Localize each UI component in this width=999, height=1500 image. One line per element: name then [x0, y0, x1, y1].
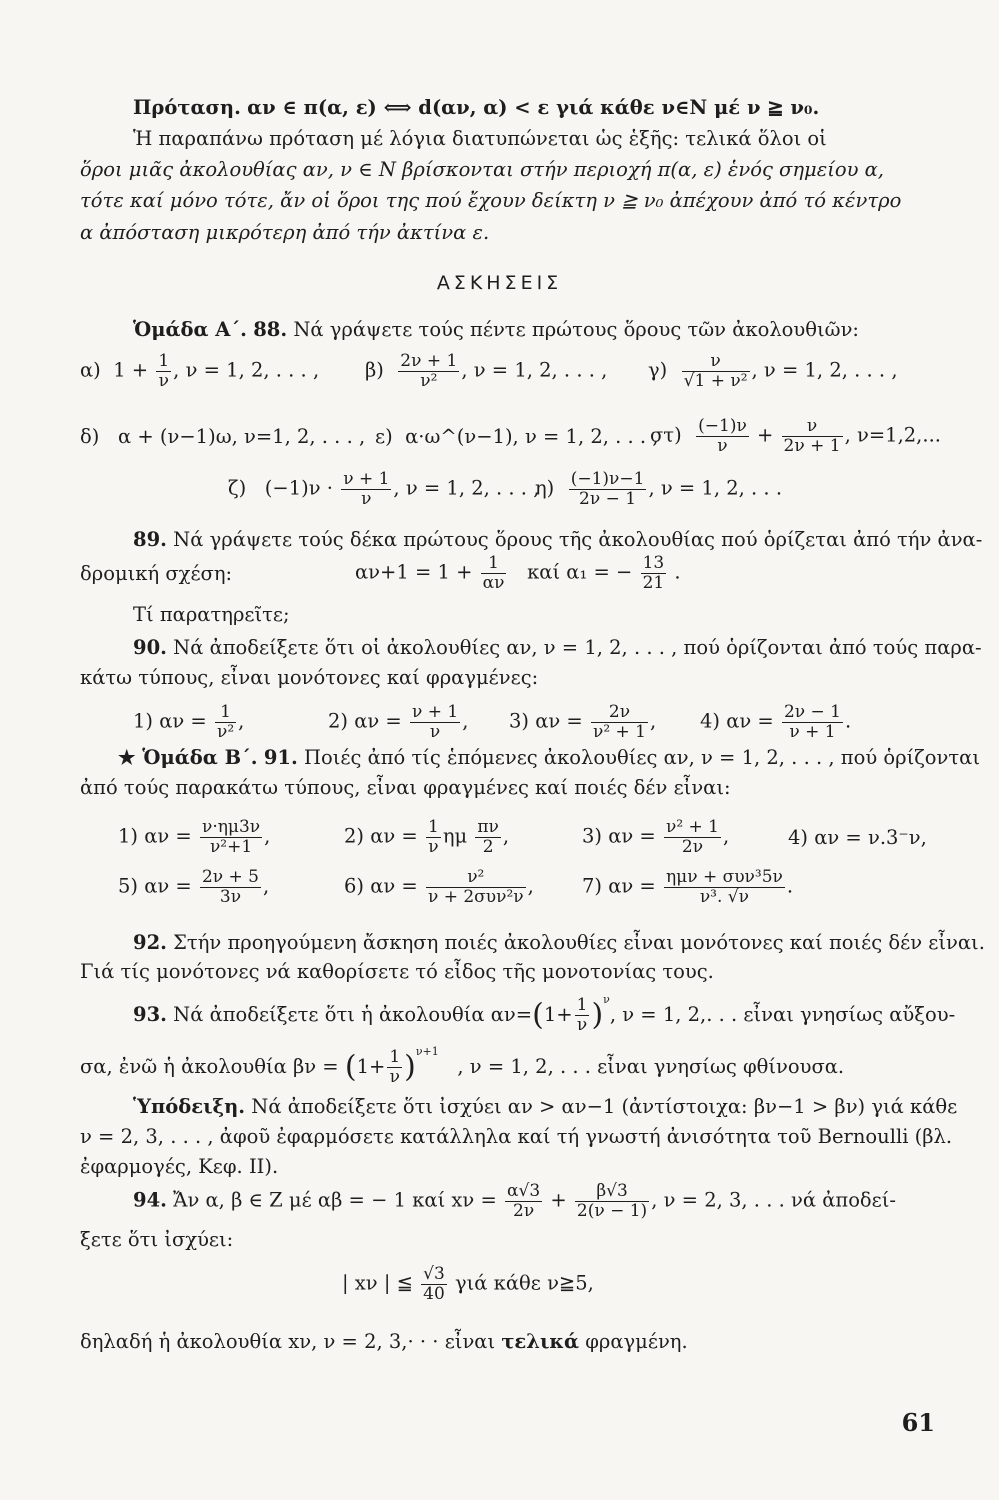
exercise-94-line-2: ξετε ὅτι ἰσχύει:: [80, 1228, 234, 1251]
proposition-text-3: τότε καί μόνο τότε, ἄν οἱ ὅροι της πού ἔχουν δείκτη ν ≧ ν₀ ἀπέχουν ἀπό τό κέντρο: [80, 189, 902, 212]
exercise-88-number: 88.: [253, 318, 288, 341]
ex88-h: [535, 470, 782, 508]
ex93-close-paren-1: ): [591, 997, 604, 1033]
ex94-fraction-2: $\frac{\beta√3}{2(\nu - 1)}$: [576, 1181, 648, 1221]
ex93-fraction-1: $\frac{1}{\nu}$: [576, 995, 588, 1035]
ex91-f2-mid: ημ: [442, 824, 468, 848]
exercise-90-text-1: Νά ἀποδείξετε ὅτι οἱ ἀκολουθίες αν, ν = 1, 2, . . . , πού ὁρίζονται ἀπό τούς παρα-: [173, 636, 982, 659]
ex88-b: [365, 352, 607, 390]
ex91-f3-label: 3) αν =: [582, 824, 656, 848]
hint-label: Ὑπόδειξη.: [133, 1095, 246, 1118]
ex89-fraction-2: $\frac{13}{21}$: [642, 553, 665, 593]
ex91-f5-post: ,: [263, 874, 270, 898]
ex93-one-plus-1: 1+: [543, 1003, 573, 1026]
ex91-f6-label: 6) αν =: [344, 874, 418, 898]
exercise-91-line-1: [118, 746, 980, 769]
ex90-f1-fraction: $\frac{1}{\text{ν²}}$: [216, 702, 235, 742]
ex91-f6-post: ,: [527, 874, 534, 898]
ex88-h-fraction: $\frac{(-1)\nu-1}{2\nu - 1}$: [570, 469, 645, 509]
exercise-93-text-2b: , ν = 1, 2, . . . εἶναι γνησίως φθίνουσα.: [457, 1055, 845, 1078]
ex88-a-fraction: $\frac{1}{\nu}$: [158, 351, 170, 391]
hint-line-1: [133, 1095, 957, 1118]
ex93-exponent-2: ν+1: [415, 1045, 439, 1058]
ex93-close-paren-2: ): [404, 1049, 416, 1085]
ex90-f4-label: 4) αν =: [700, 709, 774, 733]
exercise-91-number: 91.: [263, 746, 298, 769]
ex88-a-post: , ν = 1, 2, . . . ,: [173, 358, 320, 382]
exercise-93-line-1: [133, 993, 955, 1035]
ex88-e: [375, 425, 659, 448]
exercises-heading: ΑΣΚΗΣΕΙΣ: [436, 272, 563, 294]
ex93-open-paren-1: (: [532, 997, 544, 1033]
ex88-z-fraction: $\frac{\nu + 1}{\nu}$: [343, 469, 390, 509]
ex90-f2-label: 2) αν =: [328, 709, 402, 733]
exercise-93-line-2: [80, 1045, 844, 1087]
ex94-fraction-3: $\frac{√3}{40}$: [423, 1264, 445, 1304]
ex90-f3-fraction: $\frac{2\nu}{\text{ν² + 1}}$: [592, 702, 647, 742]
ex89-fraction-1: $\frac{1}{\alpha\nu}$: [482, 553, 505, 593]
exercise-91-line-2: ἀπό τούς παρακάτω τύπους, εἶναι φραγμένες καί ποιές δέν εἶναι:: [80, 776, 731, 799]
exercise-88-text: Νά γράψετε τούς πέντε πρώτους ὅρους τῶν ἀκολουθιῶν:: [293, 318, 859, 341]
ex90-f4-post: .: [845, 709, 852, 733]
ex88-e-label: ε): [375, 425, 393, 448]
ex90-f2-fraction: $\frac{\nu + 1}{\nu}$: [411, 702, 459, 742]
ex88-d-expression: α + (ν−1)ω, ν=1, 2, . . . ,: [117, 425, 366, 448]
ex91-f7-fraction: $\frac{\text{ημν + συν³5ν}}{\text{ν³. √ν}}$: [665, 867, 783, 907]
group-b-label: ★ Ὁμάδα Β΄.: [118, 746, 258, 769]
ex91-f1-fraction: $\frac{\nu\cdot\eta\mu 3\nu}{\text{ν²+1}}$: [201, 817, 261, 857]
ex89-lhs: αν+1 = 1 +: [355, 560, 473, 584]
ex91-f1-label: 1) αν =: [118, 824, 192, 848]
ex88-z-post: , ν = 1, 2, . . . ,: [393, 476, 540, 500]
ex88-c-post: , ν = 1, 2, . . . ,: [751, 358, 898, 382]
proposition-text-2: ὅροι μιᾶς ἀκολουθίας αν, ν ∈ N βρίσκονται στήν περιοχή π(α, ε) ἑνός σημείου α,: [80, 158, 884, 181]
exercise-89-line-1: [133, 528, 982, 551]
ex88-c-fraction: $\frac{\nu}{\text{√1 + ν²}}$: [683, 351, 748, 391]
page-number: 61: [901, 1408, 935, 1437]
ex90-f3-post: ,: [650, 709, 657, 733]
ex91-formula-6: [344, 868, 534, 906]
ex91-f6-fraction: $\frac{\text{ν²}}{\text{ν + 2συν²ν}}$: [427, 867, 524, 907]
ex88-a: [80, 352, 319, 390]
ex94-plus: +: [550, 1188, 567, 1212]
ex88-st: [650, 417, 941, 455]
ex88-b-label: β): [365, 358, 384, 382]
proposition-line: [133, 96, 819, 119]
ex88-d: [80, 425, 365, 448]
hint-line-3: ἐφαρμογές, Κεφ. II).: [80, 1155, 279, 1178]
exercise-92-line-2: Γιά τίς μονότονες νά καθορίσετε τό εἶδος τῆς μονοτονίας τους.: [80, 960, 714, 983]
exercise-90-line-2: κάτω τύπους, εἶναι μονότονες καί φραγμένες:: [80, 666, 539, 689]
ex88-st-plus: +: [757, 423, 774, 447]
ex94-inequality-lhs: | xν | ≦: [342, 1271, 413, 1295]
exercise-92-text-1: Στήν προηγούμενη ἄσκηση ποιές ἀκολουθίες εἶναι μονότονες καί ποιές δέν εἶναι.: [173, 931, 985, 954]
exercise-89-number: 89.: [133, 528, 167, 551]
proposition-text-1: Ἡ παραπάνω πρόταση μέ λόγια διατυπώνεται ὡς ἑξῆς: τελικά ὅλοι οἱ: [133, 127, 827, 150]
exercise-94-inequality: [342, 1265, 594, 1303]
exercise-93-number: 93.: [133, 1003, 167, 1026]
ex88-c-label: γ): [648, 358, 668, 382]
ex90-formula-3: [509, 703, 656, 741]
ex88-z-pre: (−1)ν ·: [264, 476, 334, 500]
ex88-c: [648, 352, 898, 390]
group-a-label: Ὁμάδα Α΄.: [133, 318, 247, 341]
ex93-fraction-2: $\frac{1}{\nu}$: [389, 1047, 401, 1087]
exercise-94-text-1b: , ν = 2, 3, . . . νά ἀποδεί-: [651, 1188, 897, 1212]
ex91-f2-fraction-1: $\frac{1}{\nu}$: [427, 817, 439, 857]
exercise-93-text-1b: , ν = 1, 2,. . . εἶναι γνησίως αὔξου-: [609, 1003, 956, 1026]
ex91-f1-post: ,: [264, 824, 271, 848]
ex94-fraction-1: $\frac{\alpha√3}{2\nu}$: [507, 1181, 541, 1221]
exercise-94-text-3b: τελικά: [501, 1330, 580, 1353]
ex89-middle: καί α₁ = −: [527, 560, 633, 584]
ex88-h-label: η): [535, 476, 555, 500]
ex93-exponent-1: ν: [603, 993, 610, 1006]
exercise-93-text-1a: Νά ἀποδείξετε ὅτι ἡ ἀκολουθία αν=: [173, 1003, 533, 1026]
ex88-h-post: , ν = 1, 2, . . .: [648, 476, 783, 500]
ex89-end: .: [674, 560, 681, 584]
ex88-st-fraction-1: $\frac{(-1)\nu}{\nu}$: [698, 416, 747, 456]
exercise-94-number: 94.: [133, 1188, 167, 1212]
ex91-formula-1: [118, 818, 270, 856]
ex91-f3-fraction: $\frac{\text{ν² + 1}}{2\nu}$: [665, 817, 720, 857]
exercise-90-line-1: [133, 636, 982, 659]
ex93-one-plus-2: 1+: [356, 1055, 386, 1078]
ex88-z: [228, 470, 539, 508]
exercise-89-text-1: Νά γράψετε τούς δέκα πρώτους ὅρους τῆς ἀκολουθίας πού ὁρίζεται ἀπό τήν ἀνα-: [173, 528, 983, 551]
ex88-a-pre: 1 +: [113, 358, 149, 382]
exercise-89-line-2: δρομική σχέση:: [80, 562, 233, 585]
exercise-94-line-3: [80, 1330, 688, 1353]
ex88-d-label: δ): [80, 425, 100, 448]
ex90-f1-label: 1) αν =: [133, 709, 207, 733]
ex91-formula-2: [344, 818, 509, 856]
ex91-f7-post: .: [786, 874, 794, 898]
ex91-formula-4: 4) αν = ν.3⁻ν,: [788, 826, 927, 849]
ex91-f5-fraction: $\frac{2\nu + 5}{3\nu}$: [201, 867, 260, 907]
ex90-formula-2: [328, 703, 468, 741]
exercise-89-question: Τί παρατηρεῖτε;: [133, 603, 290, 626]
hint-text-1: Νά ἀποδείξετε ὅτι ἰσχύει αν > αν−1 (ἀντίστοιχα: βν−1 > βν) γιά κάθε: [251, 1095, 958, 1118]
ex91-formula-5: [118, 868, 269, 906]
exercise-90-number: 90.: [133, 636, 167, 659]
proposition-label: Πρόταση.: [133, 96, 241, 119]
ex88-a-label: α): [80, 358, 101, 382]
ex91-f2-post: ,: [502, 824, 510, 848]
ex88-z-label: ζ): [228, 476, 247, 500]
ex91-f2-label: 2) αν =: [344, 824, 418, 848]
ex88-e-expression: α·ω^(ν−1), ν = 1, 2, . . . ,: [405, 425, 659, 448]
exercise-94-text-3a: δηλαδή ἡ ἀκολουθία xν, ν = 2, 3,· · · εἶναι: [80, 1330, 496, 1353]
exercise-88-intro: [133, 318, 859, 341]
ex90-f2-post: ,: [462, 709, 469, 733]
ex90-f3-label: 3) αν =: [509, 709, 583, 733]
ex88-st-label: στ): [650, 423, 682, 447]
exercise-94-text-1a: Ἄν α, β ∈ Z μέ αβ = − 1 καί xν =: [173, 1188, 497, 1212]
ex93-open-paren-2: (: [344, 1049, 357, 1085]
exercise-92-number: 92.: [133, 931, 167, 954]
exercise-94-line-1: [133, 1182, 896, 1220]
ex88-b-fraction: $\frac{2\nu + 1}{\text{ν²}}$: [400, 351, 458, 391]
ex88-b-post: , ν = 1, 2, . . . ,: [461, 358, 608, 382]
exercise-91-text-1: Ποιές ἀπό τίς ἑπόμενες ἀκολουθίες αν, ν = 1, 2, . . . , πού ὁρίζονται: [303, 746, 980, 769]
ex90-formula-4: [700, 703, 851, 741]
ex90-f4-fraction: $\frac{2\nu - 1}{\nu + 1}$: [783, 702, 842, 742]
hint-line-2: ν = 2, 3, . . . , ἀφοῦ ἐφαρμόσετε κατάλληλα καί τή γνωστή ἀνισότητα τοῦ Bernoulli (βλ.: [80, 1125, 953, 1148]
ex90-f1-post: ,: [238, 709, 245, 733]
ex91-f7-label: 7) αν =: [582, 874, 656, 898]
exercise-94-text-3c: φραγμένη.: [585, 1330, 688, 1353]
ex90-formula-1: [133, 703, 244, 741]
ex94-inequality-tail: γιά κάθε ν≧5,: [455, 1271, 594, 1295]
ex91-f3-post: ,: [723, 824, 730, 848]
ex91-f2-fraction-2: $\frac{\pi\nu}{2}$: [477, 817, 499, 857]
ex88-st-fraction-2: $\frac{\nu}{2\nu + 1}$: [783, 416, 841, 456]
exercise-92-line-1: [133, 931, 985, 954]
ex91-formula-3: [582, 818, 729, 856]
ex91-formula-7: [582, 868, 793, 906]
exercise-89-formula: [355, 554, 681, 592]
proposition-text-4: α ἀπόσταση μικρότερη ἀπό τήν ἀκτίνα ε.: [80, 221, 490, 244]
ex88-st-post: , ν=1,2,...: [844, 423, 941, 447]
exercise-93-text-2a: σα, ἐνῶ ἡ ἀκολουθία βν =: [80, 1055, 339, 1078]
ex91-f5-label: 5) αν =: [118, 874, 192, 898]
proposition-statement: αν ∈ π(α, ε) ⟺ d(αν, α) < ε γιά κάθε ν∈N μέ ν ≧ ν₀.: [247, 96, 820, 119]
